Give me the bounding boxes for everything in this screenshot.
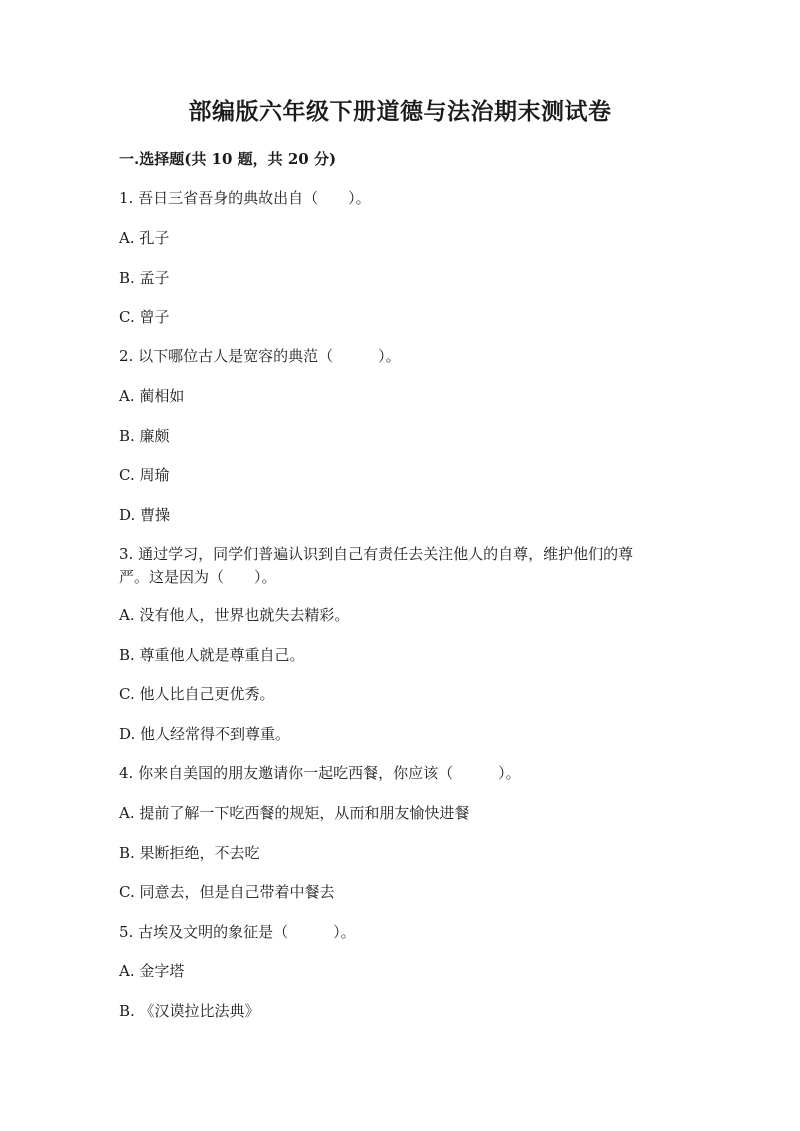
page-title: 部编版六年级下册道德与法治期末测试卷 (188, 98, 612, 125)
question-3-option-a: A. 没有他人，世界也就失去精彩。 (119, 606, 350, 624)
question-1-stem: 1. 吾日三省吾身的典故出自（ ）。 (119, 189, 371, 207)
question-4-option-b: B. 果断拒绝，不去吃 (119, 844, 260, 862)
question-4-option-a: A. 提前了解一下吃西餐的规矩，从而和朋友愉快进餐 (119, 804, 470, 822)
question-2-option-b: B. 廉颇 (119, 427, 170, 445)
question-3-stem-line-1: 3. 通过学习，同学们普遍认识到自己有责任去关注他人的自尊，维护他们的尊 (119, 545, 634, 563)
question-1-option-b: B. 孟子 (119, 269, 170, 287)
question-2-stem: 2. 以下哪位古人是宽容的典范（ ）。 (119, 347, 401, 365)
question-1-option-c: C. 曾子 (119, 308, 170, 326)
question-3-stem-line-2: 严。这是因为（ ）。 (119, 568, 277, 586)
question-5-option-b: B. 《汉谟拉比法典》 (119, 1002, 260, 1020)
question-5-option-a: A. 金字塔 (119, 962, 185, 980)
question-4-option-c: C. 同意去，但是自己带着中餐去 (119, 883, 335, 901)
question-2-option-d: D. 曹操 (119, 506, 171, 524)
question-5-stem: 5. 古埃及文明的象征是（ ）。 (119, 923, 356, 941)
question-3-option-b: B. 尊重他人就是尊重自己。 (119, 646, 305, 664)
question-2-option-a: A. 蔺相如 (119, 387, 185, 405)
question-4-stem: 4. 你来自美国的朋友邀请你一起吃西餐，你应该（ ）。 (119, 764, 521, 782)
section-heading: 一.选择题(共 10 题，共 20 分) (119, 150, 337, 168)
question-3-option-d: D. 他人经常得不到尊重。 (119, 725, 291, 743)
question-1-option-a: A. 孔子 (119, 229, 170, 247)
question-3-option-c: C. 他人比自己更优秀。 (119, 685, 275, 703)
question-2-option-c: C. 周瑜 (119, 466, 170, 484)
